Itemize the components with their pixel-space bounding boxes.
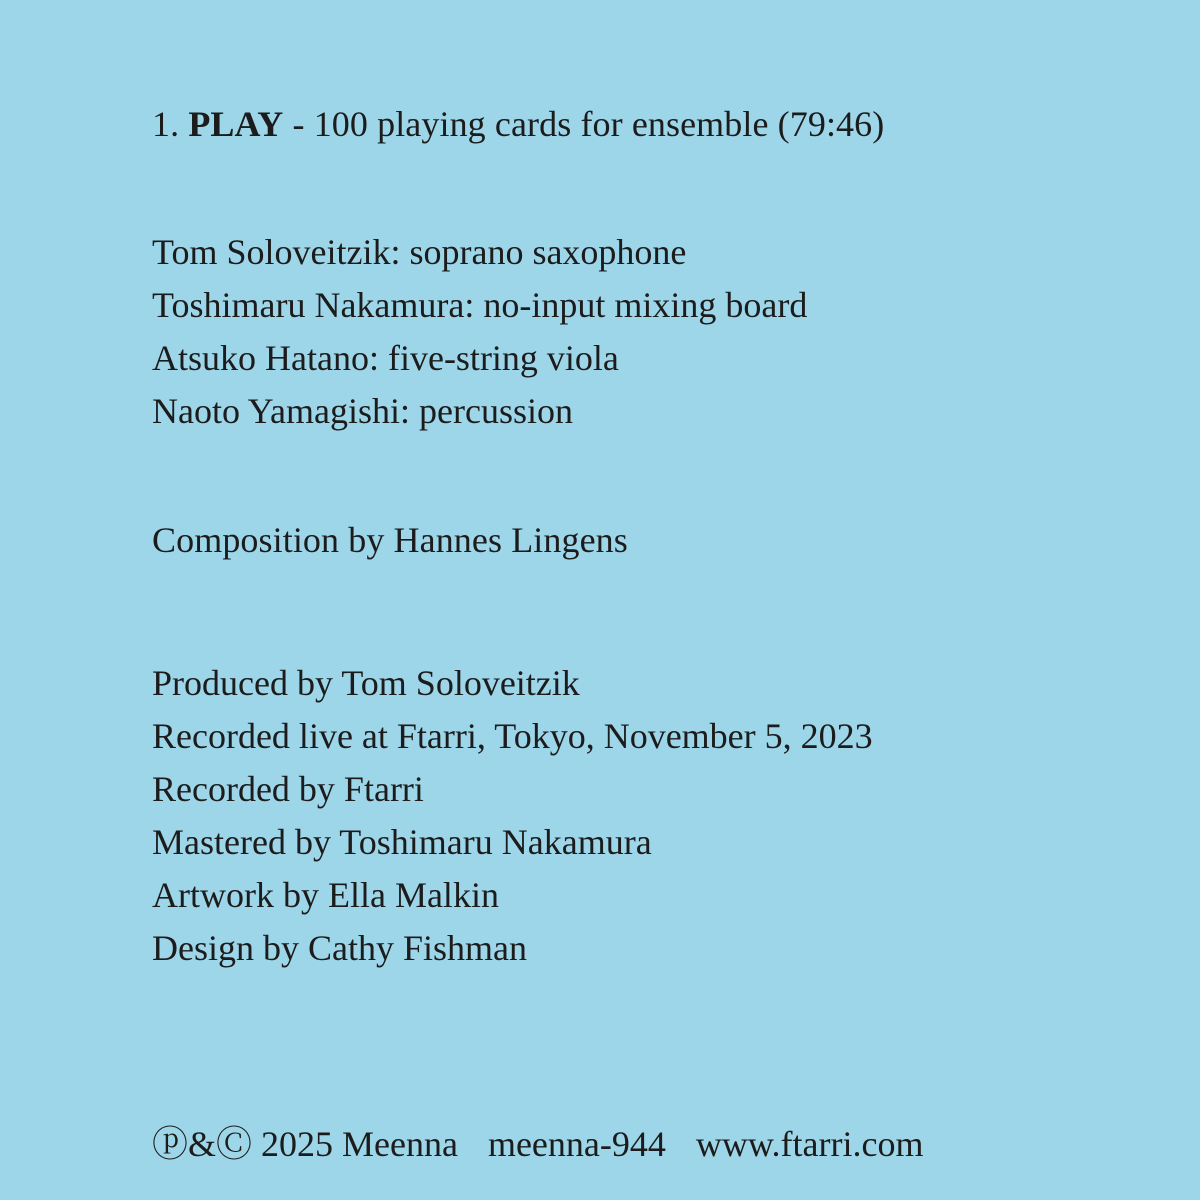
composition-credit: Composition by Hannes Lingens xyxy=(152,520,628,560)
performer-line: Atsuko Hatano: five-string viola xyxy=(152,338,619,378)
production-credits xyxy=(152,657,873,975)
website-link[interactable]: www.ftarri.com xyxy=(695,1124,924,1164)
track-number: 1. xyxy=(152,104,180,144)
performer-line: Toshimaru Nakamura: no-input mixing board xyxy=(152,285,808,325)
performers-list xyxy=(152,226,807,438)
track-description: - 100 playing cards for ensemble (79:46) xyxy=(292,104,885,144)
performer-line: Naoto Yamagishi: percussion xyxy=(152,391,573,431)
production-line: Design by Cathy Fishman xyxy=(152,928,527,968)
production-line: Mastered by Toshimaru Nakamura xyxy=(152,822,652,862)
production-line: Produced by Tom Soloveitzik xyxy=(152,663,580,703)
production-line: Recorded live at Ftarri, Tokyo, November 5, 2023 xyxy=(152,716,873,756)
track-listing xyxy=(152,102,884,146)
production-line: Recorded by Ftarri xyxy=(152,769,424,809)
footer xyxy=(152,1122,923,1166)
performer-line: Tom Soloveitzik: soprano saxophone xyxy=(152,232,687,272)
copyright-notice: ⓟ&Ⓒ 2025 Meenna xyxy=(152,1124,458,1164)
production-line: Artwork by Ella Malkin xyxy=(152,875,499,915)
track-title: PLAY xyxy=(188,104,284,144)
catalog-number: meenna-944 xyxy=(487,1124,666,1164)
